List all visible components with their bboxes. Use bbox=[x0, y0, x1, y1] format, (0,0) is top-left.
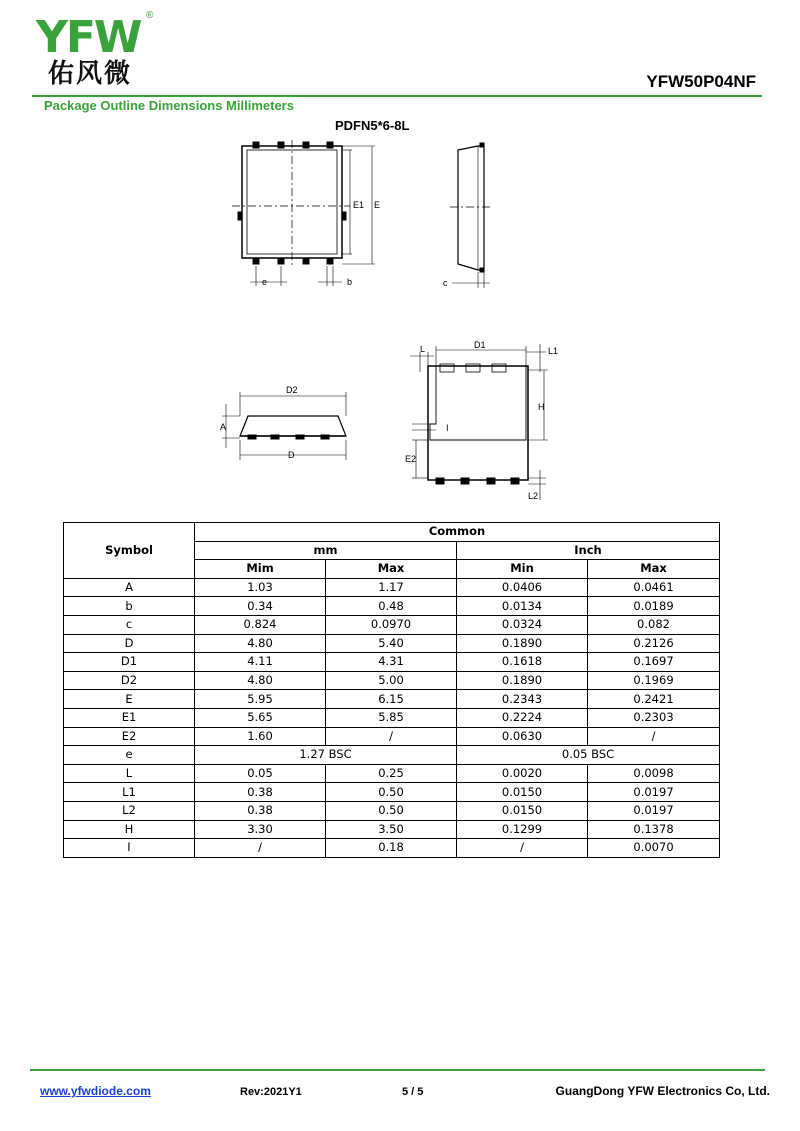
dimension-table bbox=[63, 522, 720, 858]
cell-mm-min: 3.30 bbox=[195, 820, 326, 839]
table-row bbox=[64, 746, 720, 765]
registered-mark: ® bbox=[146, 10, 154, 21]
cell-inch-max: 0.0197 bbox=[588, 783, 720, 802]
section-title: Package Outline Dimensions Millimeters bbox=[44, 98, 294, 113]
cell-mm-min: 5.65 bbox=[195, 708, 326, 727]
cell-mm-min: 4.80 bbox=[195, 634, 326, 653]
cell-symbol: D bbox=[64, 634, 195, 653]
table-row bbox=[64, 783, 720, 802]
cell-symbol: E1 bbox=[64, 708, 195, 727]
header-symbol: Symbol bbox=[64, 523, 195, 579]
cell-inch-max: 0.1969 bbox=[588, 671, 720, 690]
cell-mm-min: 0.05 bbox=[195, 764, 326, 783]
header-mm-min: Mim bbox=[195, 560, 326, 579]
footer-divider bbox=[30, 1069, 765, 1071]
cell-mm-max: 4.31 bbox=[326, 653, 457, 672]
cell-inch-min: 0.0134 bbox=[457, 597, 588, 616]
cell-inch-min: 0.0020 bbox=[457, 764, 588, 783]
cell-inch-min: 0.1890 bbox=[457, 634, 588, 653]
label-L2: L2 bbox=[528, 491, 539, 501]
cell-inch-min: 0.1618 bbox=[457, 653, 588, 672]
cell-inch-max: 0.0070 bbox=[588, 839, 720, 858]
cell-mm-max: 5.00 bbox=[326, 671, 457, 690]
label-D: D bbox=[288, 450, 295, 460]
table-row bbox=[64, 764, 720, 783]
table-row bbox=[64, 727, 720, 746]
cell-inch-max: 0.2303 bbox=[588, 708, 720, 727]
label-L1: L1 bbox=[548, 346, 559, 356]
table-row bbox=[64, 653, 720, 672]
table-row bbox=[64, 690, 720, 709]
cell-inch-bsc: 0.05 BSC bbox=[457, 746, 720, 765]
cell-inch-min: 0.2224 bbox=[457, 708, 588, 727]
cell-inch-min: 0.0406 bbox=[457, 578, 588, 597]
cell-mm-max: 0.50 bbox=[326, 783, 457, 802]
cell-inch-min: 0.2343 bbox=[457, 690, 588, 709]
bottom-view bbox=[410, 344, 548, 500]
table-row bbox=[64, 615, 720, 634]
table-row bbox=[64, 820, 720, 839]
table-row bbox=[64, 634, 720, 653]
cell-inch-max: 0.082 bbox=[588, 615, 720, 634]
cell-symbol: A bbox=[64, 578, 195, 597]
header-inch-min: Min bbox=[457, 560, 588, 579]
cell-symbol: c bbox=[64, 615, 195, 634]
label-E2: E2 bbox=[405, 454, 417, 464]
cell-symbol: L2 bbox=[64, 801, 195, 820]
cell-symbol: e bbox=[64, 746, 195, 765]
table-row bbox=[64, 597, 720, 616]
table-row bbox=[64, 708, 720, 727]
cell-inch-max: / bbox=[588, 727, 720, 746]
cell-symbol: I bbox=[64, 839, 195, 858]
company-logo-chinese: 佑风微 bbox=[48, 59, 133, 89]
cell-mm-max: 0.50 bbox=[326, 801, 457, 820]
cell-symbol: D2 bbox=[64, 671, 195, 690]
revision-label: Rev:2021Y1 bbox=[240, 1086, 302, 1098]
cell-mm-min: 0.38 bbox=[195, 783, 326, 802]
table-row bbox=[64, 801, 720, 820]
header-common: Common bbox=[195, 523, 720, 542]
header-mm-max: Max bbox=[326, 560, 457, 579]
cell-inch-max: 0.0189 bbox=[588, 597, 720, 616]
page-number: 5 / 5 bbox=[402, 1086, 424, 1098]
cell-symbol: E bbox=[64, 690, 195, 709]
label-E: E bbox=[374, 200, 381, 210]
part-number: YFW50P04NF bbox=[646, 72, 756, 91]
cell-symbol: L bbox=[64, 764, 195, 783]
cell-inch-min: 0.0630 bbox=[457, 727, 588, 746]
side-view bbox=[450, 143, 490, 288]
cell-mm-max: 5.85 bbox=[326, 708, 457, 727]
header-inch: Inch bbox=[457, 541, 720, 560]
top-view bbox=[232, 140, 375, 286]
package-outline-drawing bbox=[0, 0, 800, 520]
cell-inch-min: 0.0150 bbox=[457, 801, 588, 820]
label-D1: D1 bbox=[474, 340, 486, 350]
cell-inch-max: 0.0197 bbox=[588, 801, 720, 820]
company-name: GuangDong YFW Electronics Co, Ltd. bbox=[555, 1084, 770, 1098]
cell-mm-min: 5.95 bbox=[195, 690, 326, 709]
cell-symbol: b bbox=[64, 597, 195, 616]
label-I: I bbox=[446, 423, 449, 433]
label-E1: E1 bbox=[353, 200, 365, 210]
header-inch-max: Max bbox=[588, 560, 720, 579]
cell-mm-max: 5.40 bbox=[326, 634, 457, 653]
label-D2: D2 bbox=[286, 385, 298, 395]
cell-inch-min: 0.1299 bbox=[457, 820, 588, 839]
cell-inch-max: 0.2421 bbox=[588, 690, 720, 709]
cell-mm-min: / bbox=[195, 839, 326, 858]
cell-inch-min: 0.0324 bbox=[457, 615, 588, 634]
package-name: PDFN5*6-8L bbox=[335, 118, 410, 133]
cell-inch-max: 0.1378 bbox=[588, 820, 720, 839]
company-logo: YFW bbox=[36, 12, 141, 63]
label-L: L bbox=[420, 344, 426, 354]
label-e: e bbox=[262, 277, 268, 287]
cell-inch-min: / bbox=[457, 839, 588, 858]
cell-mm-max: 1.17 bbox=[326, 578, 457, 597]
label-b: b bbox=[347, 277, 353, 287]
cell-inch-max: 0.0098 bbox=[588, 764, 720, 783]
cell-mm-min: 1.60 bbox=[195, 727, 326, 746]
table-row bbox=[64, 578, 720, 597]
cell-mm-bsc: 1.27 BSC bbox=[195, 746, 457, 765]
cell-mm-min: 0.824 bbox=[195, 615, 326, 634]
cell-inch-max: 0.1697 bbox=[588, 653, 720, 672]
cell-mm-max: 0.48 bbox=[326, 597, 457, 616]
cell-inch-min: 0.0150 bbox=[457, 783, 588, 802]
front-view bbox=[222, 392, 346, 460]
label-c: c bbox=[443, 278, 448, 288]
website-link[interactable]: www.yfwdiode.com bbox=[40, 1084, 151, 1098]
cell-mm-min: 0.34 bbox=[195, 597, 326, 616]
label-H: H bbox=[538, 402, 545, 412]
cell-symbol: L1 bbox=[64, 783, 195, 802]
cell-symbol: D1 bbox=[64, 653, 195, 672]
cell-mm-max: 0.25 bbox=[326, 764, 457, 783]
cell-mm-min: 4.11 bbox=[195, 653, 326, 672]
cell-inch-max: 0.0461 bbox=[588, 578, 720, 597]
cell-symbol: H bbox=[64, 820, 195, 839]
cell-inch-max: 0.2126 bbox=[588, 634, 720, 653]
cell-inch-min: 0.1890 bbox=[457, 671, 588, 690]
table-row bbox=[64, 671, 720, 690]
cell-symbol: E2 bbox=[64, 727, 195, 746]
cell-mm-max: 0.18 bbox=[326, 839, 457, 858]
cell-mm-max: 0.0970 bbox=[326, 615, 457, 634]
table-row bbox=[64, 839, 720, 858]
cell-mm-max: 6.15 bbox=[326, 690, 457, 709]
header-mm: mm bbox=[195, 541, 457, 560]
cell-mm-min: 0.38 bbox=[195, 801, 326, 820]
cell-mm-min: 1.03 bbox=[195, 578, 326, 597]
cell-mm-max: / bbox=[326, 727, 457, 746]
label-A: A bbox=[220, 422, 227, 432]
cell-mm-max: 3.50 bbox=[326, 820, 457, 839]
cell-mm-min: 4.80 bbox=[195, 671, 326, 690]
